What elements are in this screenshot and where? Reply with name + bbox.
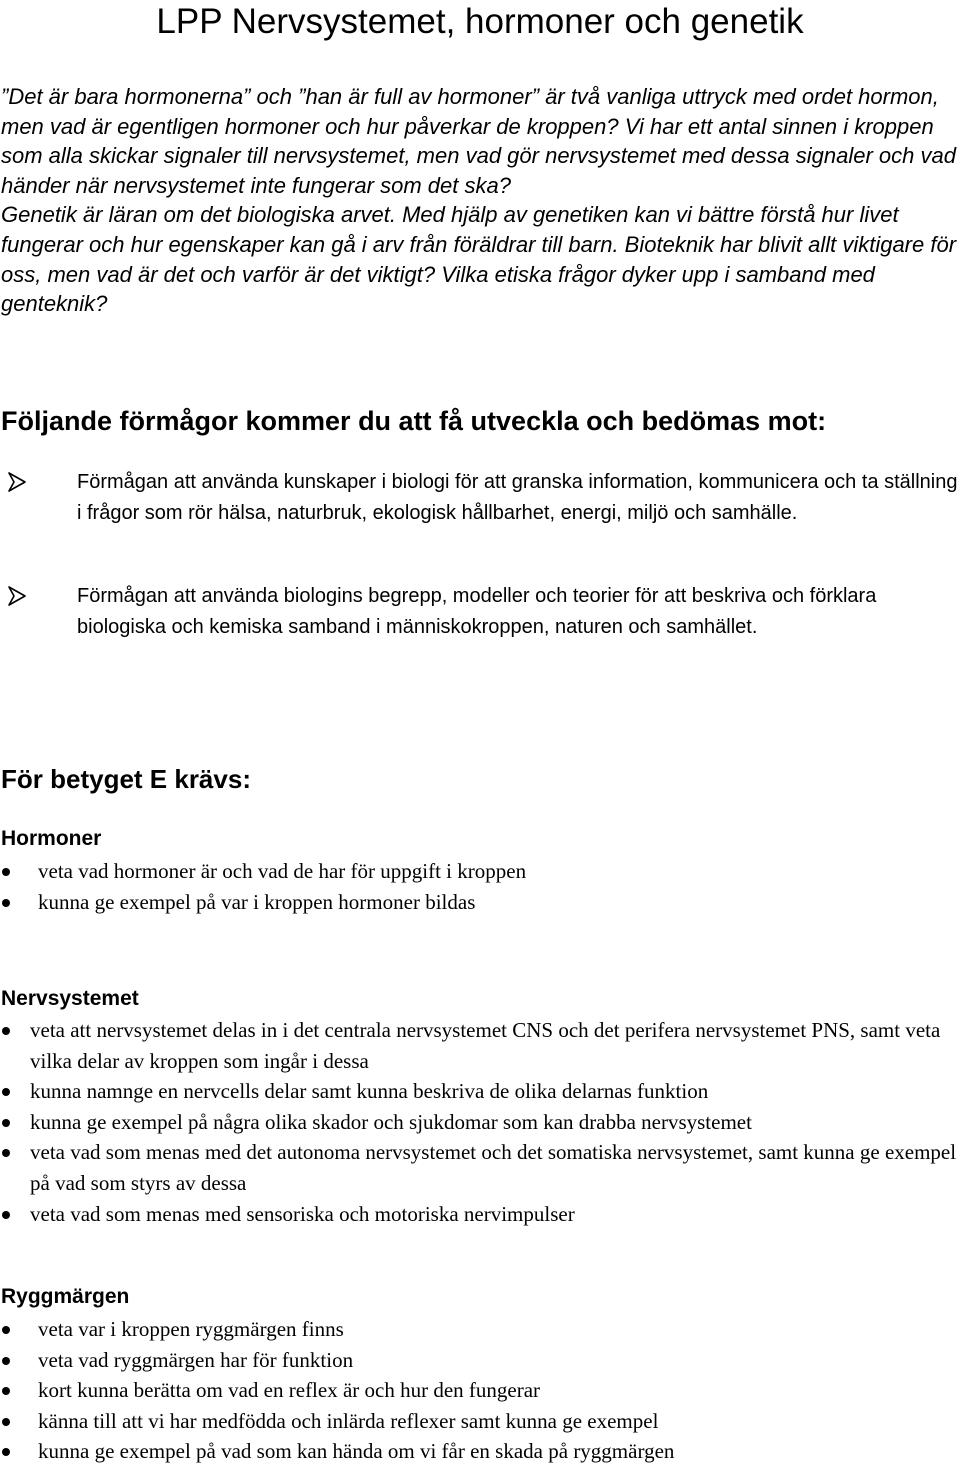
section-heading-hormoner: Hormoner: [1, 827, 102, 850]
intro-text: [1, 82, 959, 319]
list-item: [0, 1137, 960, 1198]
intro-paragraph: Genetik är läran om det biologiska arvet. Med hjälp av genetiken kan vi bättre förstå hur livet fungerar och hur egenskaper kan gå i arv från föräldrar till barn. Bioteknik har blivit allt viktigare för oss, men vad är det och varför är det viktigt? Vilka etiska frågor dyker upp i samband med genteknik?: [1, 202, 957, 317]
section-heading-nervsystemet: Nervsystemet: [1, 987, 139, 1010]
abilities-list: [0, 467, 960, 643]
abilities-heading: Följande förmågor kommer du att få utveckla och bedömas mot:: [1, 406, 827, 436]
document-title: LPP Nervsystemet, hormoner och genetik: [156, 2, 804, 41]
list-item-text: kunna namnge en nervcells delar samt kunna beskriva de olika delarnas funktion: [30, 1079, 709, 1104]
arrow-bullet-icon: [8, 586, 26, 606]
bullet-icon: [2, 1326, 10, 1334]
list-item: [0, 1314, 960, 1345]
bullet-icon: [2, 1149, 10, 1157]
intro-paragraph: ”Det är bara hormonerna” och ”han är full av hormoner” är två vanliga uttryck med ordet hormon, men vad är egentligen hormoner och hur påverkar de kroppen? Vi har ett antal sinnen i kroppen som alla skickar signaler till nervsystemet, men vad gör nervsystemet med dessa signaler och vad händer när nervsystemet inte fungerar som det ska?: [1, 84, 956, 198]
list-item: [0, 1076, 960, 1107]
list-item-text: kunna ge exempel på var i kroppen hormoner bildas: [38, 889, 476, 914]
ability-text: Förmågan att använda kunskaper i biologi för att granska information, kommunicera och ta ställning i frågor som rör hälsa, naturbruk, ekologisk hållbarhet, energi, miljö och samhälle.: [77, 471, 958, 524]
bullet-icon: [2, 1119, 10, 1127]
list-item-text: känna till att vi har medfödda och inlärda reflexer samt kunna ge exempel: [38, 1408, 659, 1433]
list-item-text: veta att nervsystemet delas in i det centrala nervsystemet CNS och det perifera nervsystemet PNS, samt veta vilka delar av kroppen som ingår i dessa: [30, 1018, 941, 1073]
ryggmargen-list: [0, 1314, 960, 1467]
bullet-icon: [2, 1357, 10, 1365]
hormoner-list: [0, 856, 960, 917]
list-item-text: kort kunna berätta om vad en reflex är och hur den fungerar: [38, 1378, 541, 1403]
ability-item: [0, 467, 960, 529]
list-item: [0, 1199, 960, 1230]
list-item: [0, 1345, 960, 1376]
arrow-bullet-icon: [8, 472, 26, 492]
list-item-text: kunna ge exempel på några olika skador och sjukdomar som kan drabba nervsystemet: [30, 1109, 752, 1134]
bullet-icon: [2, 1211, 10, 1219]
list-item: [0, 1375, 960, 1406]
list-item-text: veta vad som menas med sensoriska och motoriska nervimpulser: [30, 1201, 575, 1226]
bullet-icon: [2, 1027, 10, 1035]
bullet-icon: [2, 1448, 10, 1456]
list-item-text: veta vad hormoner är och vad de har för uppgift i kroppen: [38, 859, 527, 883]
grade-heading: För betyget E krävs:: [1, 764, 251, 794]
bullet-icon: [2, 899, 10, 907]
list-item: [0, 1107, 960, 1138]
ability-item: [0, 581, 960, 643]
bullet-icon: [2, 868, 10, 876]
nervsystemet-list: [0, 1015, 960, 1229]
bullet-icon: [2, 1387, 10, 1395]
list-item-text: kunna ge exempel på vad som kan hända om vi får en skada på ryggmärgen: [38, 1439, 675, 1464]
list-item-text: veta vad ryggmärgen har för funktion: [38, 1347, 354, 1372]
list-item-text: veta var i kroppen ryggmärgen finns: [38, 1317, 344, 1341]
list-item: [0, 856, 960, 887]
section-heading-ryggmargen: Ryggmärgen: [1, 1285, 130, 1308]
list-item-text: veta vad som menas med det autonoma nervsystemet och det somatiska nervsystemet, samt kunna ge exempel på vad som styrs av dessa: [30, 1140, 957, 1195]
bullet-icon: [2, 1088, 10, 1096]
list-item: [0, 1406, 960, 1437]
ability-text: Förmågan att använda biologins begrepp, modeller och teorier för att beskriva och förklara biologiska och kemiska samband i människokroppen, naturen och samhället.: [77, 585, 877, 638]
list-item: [0, 1436, 960, 1467]
list-item: [0, 1015, 960, 1076]
list-item: [0, 887, 960, 918]
bullet-icon: [2, 1418, 10, 1426]
